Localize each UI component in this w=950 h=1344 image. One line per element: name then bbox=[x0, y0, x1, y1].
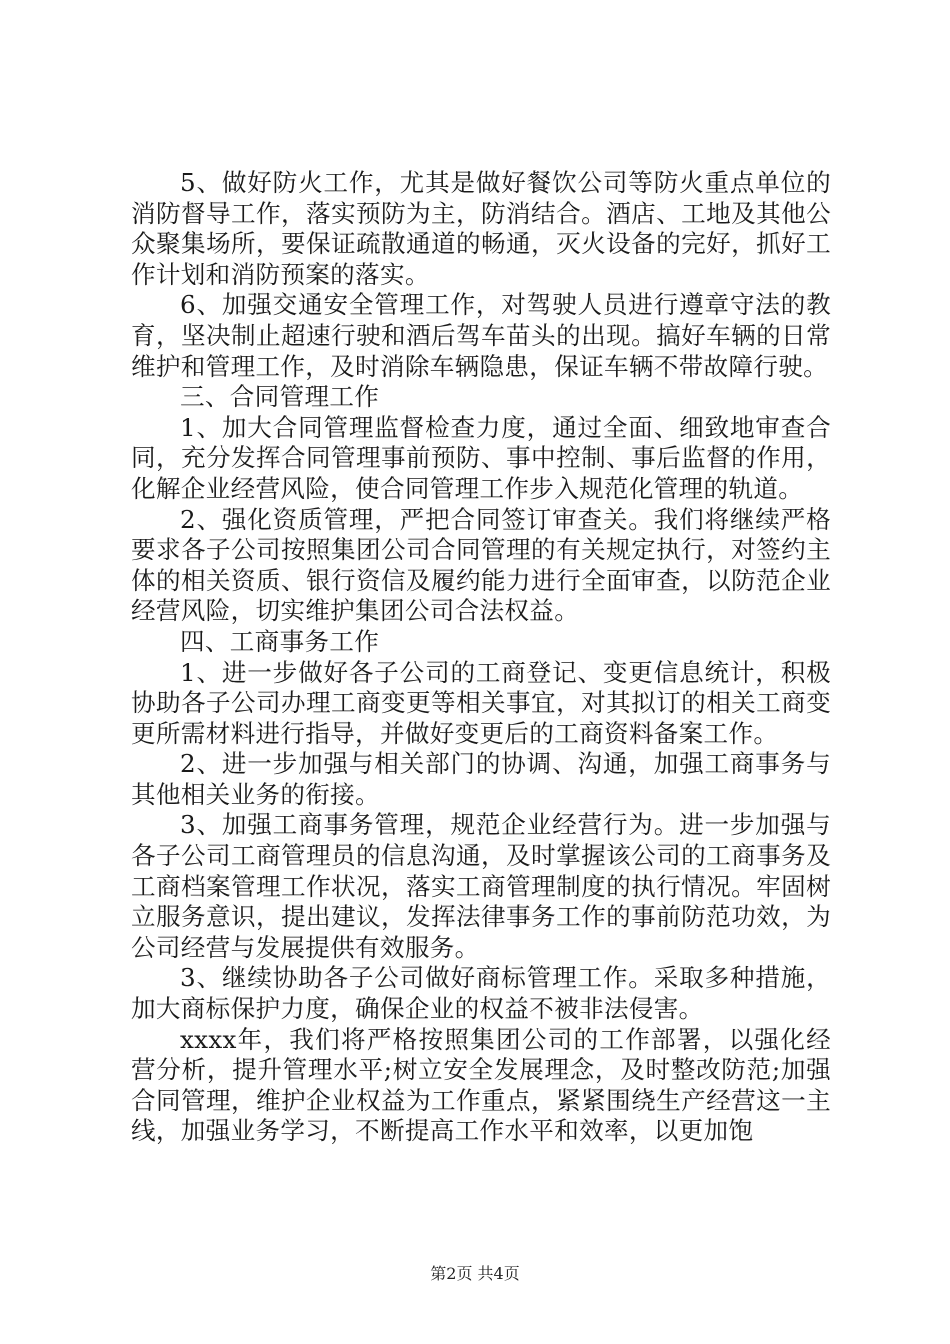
paragraph: 3、加强工商事务管理，规范企业经营行为。进一步加强与各子公司工商管理员的信息沟通，及时掌握该公司的工商事务及工商档案管理工作状况，落实工商管理制度的执行情况。牢固树立服务意识，提出建议，发挥法律事务工作的事前防范功效，为公司经营与发展提供有效服务。 bbox=[131, 810, 831, 962]
paragraph: 2、进一步加强与相关部门的协调、沟通，加强工商事务与其他相关业务的衔接。 bbox=[131, 749, 831, 809]
paragraph: 5、做好防火工作，尤其是做好餐饮公司等防火重点单位的消防督导工作，落实预防为主，防消结合。酒店、工地及其他公众聚集场所，要保证疏散通道的畅通，灭火设备的完好，抓好工作计划和消防预案的落实。 bbox=[131, 168, 831, 289]
paragraph: 2、强化资质管理，严把合同签订审查关。我们将继续严格要求各子公司按照集团公司合同管理的有关规定执行，对签约主体的相关资质、银行资信及履约能力进行全面审查，以防范企业经营风险，切实维护集团公司合法权益。 bbox=[131, 504, 831, 626]
paragraph: 1、进一步做好各子公司的工商登记、变更信息统计，积极协助各子公司办理工商变更等相关事宜，对其拟订的相关工商变更所需材料进行指导，并做好变更后的工商资料备案工作。 bbox=[131, 657, 831, 748]
paragraph: 1、加大合同管理监督检查力度，通过全面、细致地审查合同，充分发挥合同管理事前预防、事中控制、事后监督的作用，化解企业经营风险，使合同管理工作步入规范化管理的轨道。 bbox=[131, 412, 831, 503]
paragraph: xxxx年，我们将严格按照集团公司的工作部署，以强化经营分析，提升管理水平;树立安全发展理念，及时整改防范;加强合同管理，维护企业权益为工作重点，紧紧围绕生产经营这一主线，加强业务学习，不断提高工作水平和效率，以更加饱 bbox=[131, 1024, 831, 1146]
section-heading: 四、工商事务工作 bbox=[180, 626, 380, 656]
section-heading: 三、合同管理工作 bbox=[180, 382, 380, 412]
paragraph: 3、继续协助各子公司做好商标管理工作。采取多种措施，加大商标保护力度，确保企业的权益不被非法侵害。 bbox=[131, 963, 831, 1024]
document-body bbox=[131, 168, 831, 1147]
paragraph: 6、加强交通安全管理工作，对驾驶人员进行遵章守法的教育，坚决制止超速行驶和酒后驾车苗头的出现。搞好车辆的日常维护和管理工作，及时消除车辆隐患，保证车辆不带故障行驶。 bbox=[131, 290, 831, 381]
page-number-footer: 第2页 共4页 bbox=[430, 1264, 520, 1283]
